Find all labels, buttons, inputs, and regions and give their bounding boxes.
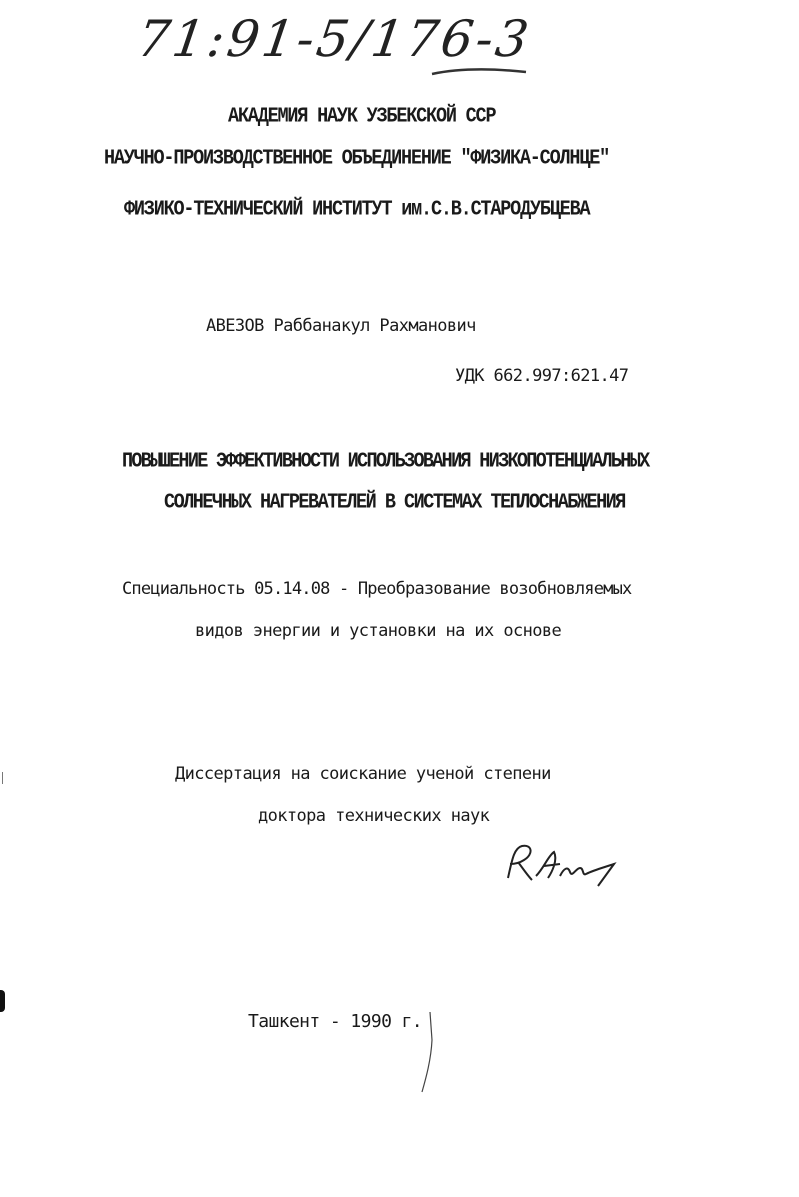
degree-line-2: доктора технических наук — [258, 806, 490, 826]
scan-edge-mark — [0, 990, 5, 1012]
specialty-line-2: видов энергии и установки на их основе — [195, 621, 562, 641]
specialty-line-1: Специальность 05.14.08 - Преобразование возобновляемых — [122, 579, 632, 599]
udc-code: УДК 662.997:621.47 — [455, 366, 629, 386]
signature — [498, 838, 623, 894]
thesis-title-line-1: ПОВЫШЕНИЕ ЭФФЕКТИВНОСТИ ИСПОЛЬЗОВАНИЯ НИЗКОПОТЕНЦИАЛЬНЫХ — [122, 449, 649, 474]
scan-artifact-line — [418, 1010, 438, 1095]
degree-line-1: Диссертация на соискание ученой степени — [175, 764, 551, 784]
academy-heading: АКАДЕМИЯ НАУК УЗБЕКСКОЙ ССР — [228, 104, 496, 129]
author-name: АВЕЗОВ Раббанакул Рахманович — [206, 316, 476, 336]
thesis-title-line-2: СОЛНЕЧНЫХ НАГРЕВАТЕЛЕЙ В СИСТЕМАХ ТЕПЛОСНАБЖЕНИЯ — [164, 490, 625, 515]
archive-mark: 71:91-5/176-3 — [133, 10, 535, 68]
institute-heading: ФИЗИКО-ТЕХНИЧЕСКИЙ ИНСТИТУТ им.С.В.СТАРОДУБЦЕВА — [124, 197, 590, 222]
scan-edge-tick — [2, 772, 3, 784]
association-heading: НАУЧНО-ПРОИЗВОДСТВЕННОЕ ОБЪЕДИНЕНИЕ "ФИЗИКА-СОЛНЦЕ" — [104, 146, 609, 171]
archive-mark-underline — [430, 64, 530, 80]
place-and-year: Ташкент - 1990 г. — [248, 1011, 423, 1032]
